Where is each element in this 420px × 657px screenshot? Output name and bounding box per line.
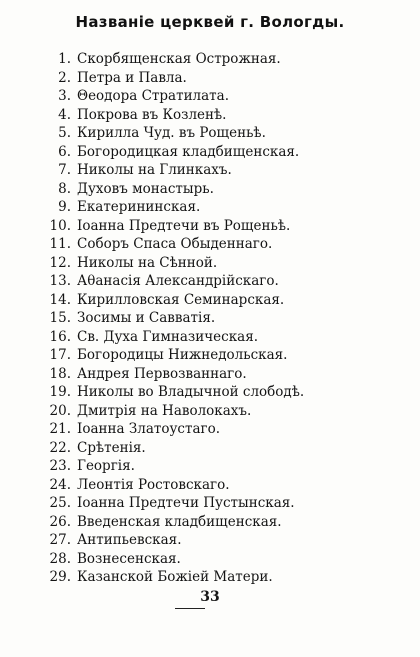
item-number: 14. — [49, 291, 71, 308]
list-item — [0, 180, 420, 199]
item-number: 5. — [58, 125, 71, 141]
item-number: 4. — [58, 106, 71, 123]
item-name: Введенская кладбищенская. — [77, 513, 282, 530]
list-item — [0, 235, 420, 254]
list-item — [0, 568, 420, 587]
list-item — [0, 106, 420, 125]
list-item — [0, 476, 420, 495]
item-number: 1. — [58, 51, 71, 67]
item-name: Іоанна Златоустаго. — [77, 421, 220, 437]
list-item — [0, 217, 420, 236]
item-number: 28. — [49, 550, 71, 567]
item-name: Георгія. — [77, 458, 135, 474]
list-item — [0, 161, 420, 180]
list-item — [0, 291, 420, 310]
item-name: Кирилловская Семинарская. — [77, 291, 285, 308]
item-name: Кирилла Чуд. въ Рощеньѣ. — [77, 125, 266, 141]
list-item — [0, 439, 420, 458]
item-number: 11. — [49, 236, 71, 252]
list-item — [0, 402, 420, 421]
list-item — [0, 420, 420, 439]
list-item — [0, 513, 420, 532]
item-number: 23. — [49, 458, 71, 474]
list-item — [0, 494, 420, 513]
item-number: 10. — [49, 217, 71, 234]
item-name: Вознесенская. — [77, 550, 181, 567]
item-number: 8. — [58, 180, 71, 197]
page-title: Названіе церквей г. Вологды. — [75, 13, 345, 31]
item-number: 29. — [49, 569, 71, 585]
item-name: Зосимы и Савватія. — [77, 310, 216, 326]
list-item — [0, 87, 420, 106]
item-name: Богородицкая кладбищенская. — [77, 143, 300, 160]
item-name: Іоанна Предтечи въ Рощеньѣ. — [77, 217, 291, 234]
item-name: Петра и Павла. — [77, 69, 187, 86]
list-item — [0, 198, 420, 217]
item-number: 18. — [49, 365, 71, 382]
list-item — [0, 143, 420, 162]
item-number: 19. — [49, 384, 71, 400]
item-number: 20. — [49, 402, 71, 419]
list-item — [0, 531, 420, 550]
item-number: 9. — [58, 199, 71, 215]
item-number: 15. — [49, 310, 71, 326]
list-item — [0, 457, 420, 476]
item-name: Соборъ Спаса Обыденнаго. — [77, 236, 273, 252]
list-item — [0, 69, 420, 88]
item-name: Николы на Сѣнной. — [77, 254, 218, 271]
list-item — [0, 550, 420, 569]
list-item — [0, 272, 420, 291]
list-item — [0, 383, 420, 402]
item-number: 2. — [58, 69, 71, 86]
item-name: Антипьевская. — [77, 532, 182, 548]
item-number: 16. — [49, 328, 71, 345]
item-name: Николы на Глинкахъ. — [77, 162, 232, 178]
list-item — [0, 50, 420, 69]
item-name: Казанской Божіей Матери. — [77, 569, 273, 585]
item-name: Срѣтенія. — [77, 439, 146, 456]
list-item — [0, 309, 420, 328]
item-name: Св. Духа Гимназическая. — [77, 328, 258, 345]
item-number: 21. — [49, 421, 71, 437]
item-number: 24. — [49, 476, 71, 493]
item-name: Дмитрія на Наволокахъ. — [77, 402, 252, 419]
item-name: Θеодора Стратилата. — [77, 88, 229, 104]
church-list — [0, 50, 420, 587]
item-number: 13. — [49, 273, 71, 289]
list-item — [0, 365, 420, 384]
item-name: Скорбященская Острожная. — [77, 51, 281, 67]
list-item — [0, 346, 420, 365]
item-name: Покрова въ Козленѣ. — [77, 106, 227, 123]
item-name: Аθанасія Александрійскаго. — [77, 273, 279, 289]
item-name: Екатерининская. — [77, 199, 201, 215]
item-name: Николы во Владычной слободѣ. — [77, 384, 305, 400]
item-name: Андрея Первозваннаго. — [77, 365, 247, 382]
list-item — [0, 254, 420, 273]
item-number: 7. — [58, 162, 71, 178]
list-item — [0, 328, 420, 347]
list-item — [0, 124, 420, 143]
item-number: 27. — [49, 532, 71, 548]
page-number: 33 — [200, 589, 220, 605]
item-number: 22. — [49, 439, 71, 456]
item-number: 12. — [49, 254, 71, 271]
item-name: Богородицы Нижнедольская. — [77, 347, 288, 363]
item-number: 17. — [49, 347, 71, 363]
item-number: 26. — [49, 513, 71, 530]
item-name: Духовъ монастырь. — [77, 180, 214, 197]
item-number: 25. — [49, 495, 71, 511]
item-number: 6. — [58, 143, 71, 160]
item-name: Леонтія Ростовскаго. — [77, 476, 230, 493]
item-number: 3. — [58, 88, 71, 104]
page-number-underline — [175, 608, 205, 609]
item-name: Іоанна Предтечи Пустынская. — [77, 495, 295, 511]
